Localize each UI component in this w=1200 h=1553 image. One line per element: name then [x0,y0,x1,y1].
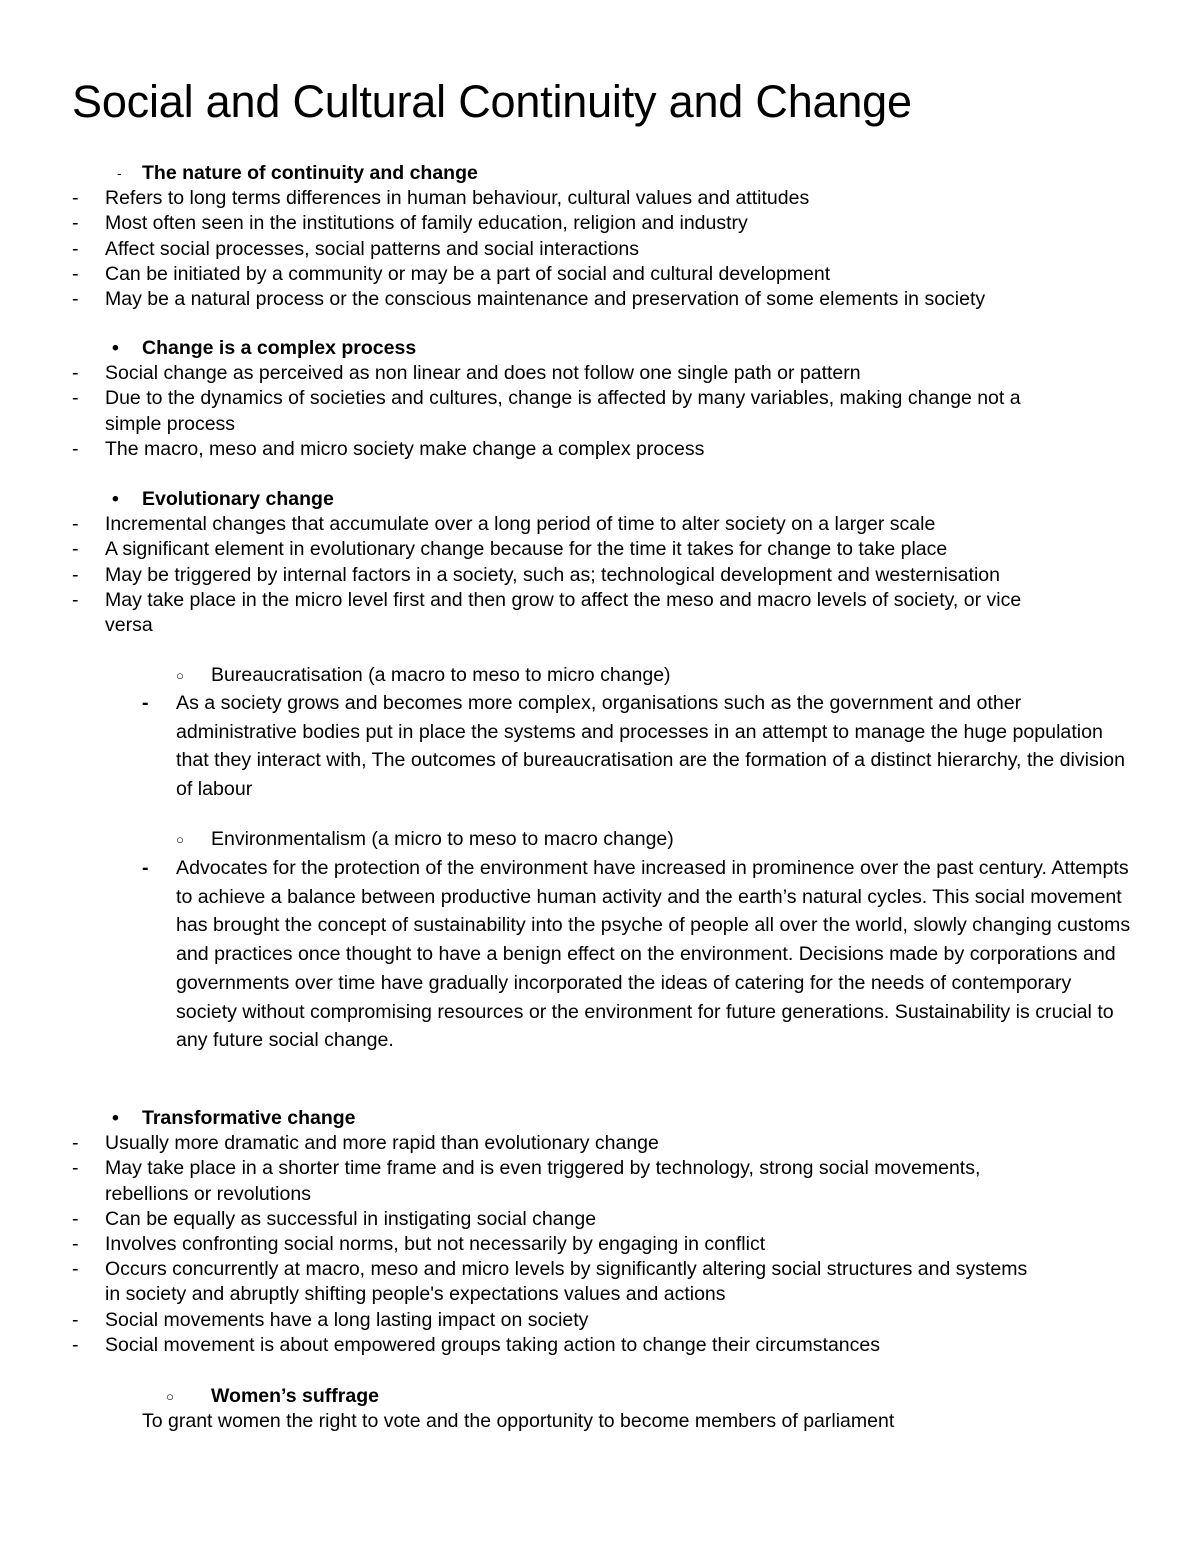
section-heading: • Change is a complex process [0,336,1200,361]
section-continuity [0,161,1200,312]
list-item: - Involves confronting social norms, but not necessarily by engaging in conflict [72,1232,766,1255]
list-item: - Can be equally as successful in instigating social change [72,1207,597,1230]
list-item-continued: in society and abruptly shifting people's expectations values and actions [105,1283,726,1306]
list-item: - May be a natural process or the conscious maintenance and preservation of some elements in society [72,287,986,310]
suffrage-text: To grant women the right to vote and the opportunity to become members of parliament [142,1410,895,1433]
list-item: - Occurs concurrently at macro, meso and micro levels by significantly altering social structures and systems [72,1258,1028,1281]
list-item: - The macro, meso and micro society make change a complex process [72,437,705,460]
list-item: - Social movement is about empowered groups taking action to change their circumstances [72,1333,880,1356]
bureaucratisation-paragraph: - As a society grows and becomes more complex, organisations such as the government and other administrative bodies put in place the systems and processes in an attempt to manage the huge population that they interact with, The outcomes of bureaucratisation are the formation of a distinct hierarchy, the division of labour [142,689,1142,807]
section-complex-process [0,336,1200,462]
environmentalism-paragraph: - Advocates for the protection of the environment have increased in prominence over the past century. Attempts to achieve a balance between productive human activity and the earth’s natural cycles. This social movement has brought the concept of sustainability into the psyche of people all over the world, slowly changing customs and practices once thought to have a benign effect on the environment. Decisions made by corporations and governments over time have gradually incorporated the ideas of catering for the needs of contemporary society without compromising resources or the environment for future generations. Sustainability is crucial to any future social change. [142,854,1142,1086]
dash-marker: - [142,692,149,714]
list-item: - Due to the dynamics of societies and cultures, change is affected by many variables, making change not a [72,387,1021,410]
subsection-womens-suffrage [0,1384,1200,1434]
list-item-continued: versa [105,613,153,636]
bullet-icon: • [112,337,119,359]
section-heading: • Transformative change [0,1106,1200,1131]
subsection-heading: ○ Environmentalism (a micro to meso to macro change) [0,827,1200,852]
section-heading: - The nature of continuity and change [0,161,1200,186]
subsection-bureaucratisation [0,663,1200,688]
subsection-environmentalism [0,827,1200,852]
section-heading: • Evolutionary change [0,487,1200,512]
list-item: - Social change as perceived as non linear and does not follow one single path or pattern [72,362,861,385]
dash-marker: - [117,165,122,181]
list-item: - Incremental changes that accumulate over a long period of time to alter society on a larger scale [72,513,936,536]
subsection-heading: ○ Women’s suffrage [0,1384,1200,1409]
section-transformative [0,1106,1200,1358]
list-item: - Social movements have a long lasting impact on society [72,1308,589,1331]
list-item: - May take place in the micro level first and then grow to affect the meso and macro levels of society, or vice [72,588,1022,611]
list-item: - Refers to long terms differences in human behaviour, cultural values and attitudes [72,187,810,210]
list-item: - May take place in a shorter time frame and is even triggered by technology, strong social movements, [72,1157,981,1180]
list-item: - Most often seen in the institutions of family education, religion and industry [72,212,748,235]
list-item: - May be triggered by internal factors in a society, such as; technological development and westernisation [72,563,1000,586]
list-item: - Affect social processes, social patterns and social interactions [72,237,639,260]
list-item: - A significant element in evolutionary change because for the time it takes for change to take place [72,538,948,561]
subsection-heading: ○ Bureaucratisation (a macro to meso to micro change) [0,663,1200,688]
bullet-icon: • [112,488,119,510]
circle-bullet-icon: ○ [166,1389,174,1404]
dash-marker: - [142,857,149,879]
circle-bullet-icon: ○ [176,832,184,847]
list-item: - Can be initiated by a community or may be a part of social and cultural development [72,262,831,285]
page-title: Social and Cultural Continuity and Change [72,76,912,127]
bullet-icon: • [112,1107,119,1129]
list-item: - Usually more dramatic and more rapid than evolutionary change [72,1132,659,1155]
section-evolutionary [0,487,1200,638]
list-item-continued: simple process [105,412,236,435]
circle-bullet-icon: ○ [176,668,184,683]
list-item-continued: rebellions or revolutions [105,1182,311,1205]
